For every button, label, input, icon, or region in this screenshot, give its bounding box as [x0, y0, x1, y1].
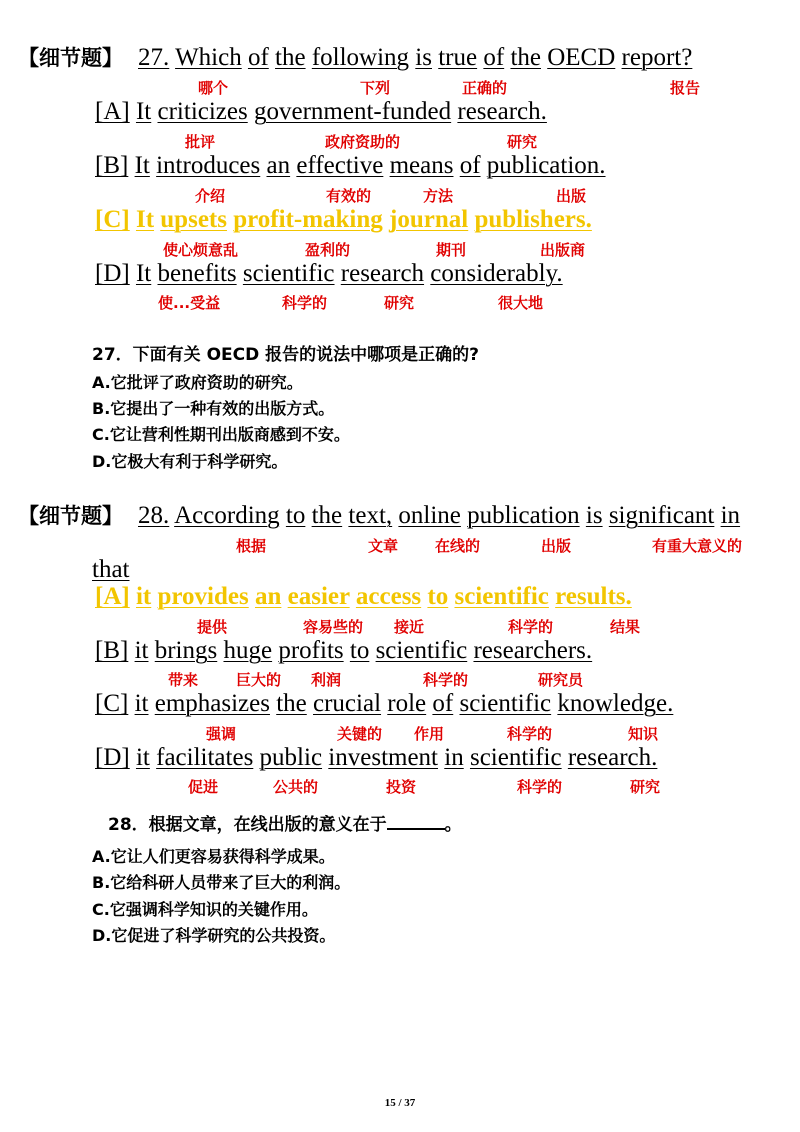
- gloss: 出版商: [540, 241, 586, 259]
- option-d: [95, 259, 563, 289]
- word: to: [427, 583, 449, 610]
- option-b: [95, 636, 592, 666]
- gloss: 科学的: [507, 725, 553, 743]
- question-number: 27.: [138, 44, 170, 71]
- word: the: [276, 690, 307, 717]
- word: following: [311, 44, 410, 71]
- gloss: 研究: [507, 133, 538, 151]
- translation-option: D.它促进了科学研究的公共投资。: [92, 926, 336, 945]
- word: to: [349, 637, 370, 664]
- word: facilitates: [156, 744, 254, 771]
- word: research: [340, 260, 425, 287]
- option-c-correct-answer: [95, 205, 592, 235]
- gloss: 研究: [384, 294, 415, 312]
- gloss: 带来: [168, 671, 199, 689]
- word: of: [247, 44, 269, 71]
- option-label: [A]: [95, 98, 130, 125]
- word: Which: [175, 44, 242, 71]
- option-label: [C]: [95, 690, 129, 717]
- word: emphasizes: [154, 690, 270, 717]
- word: it: [135, 744, 150, 771]
- translation-option: B.它给科研人员带来了巨大的利润。: [92, 873, 351, 892]
- gloss: 报告: [670, 79, 701, 97]
- gloss: 方法: [423, 187, 454, 205]
- word: profits: [278, 637, 344, 664]
- word: to: [285, 502, 306, 529]
- gloss: 关键的: [337, 725, 383, 743]
- word: upsets: [160, 206, 227, 233]
- word: public: [259, 744, 323, 771]
- word: huge: [223, 637, 273, 664]
- gloss: 哪个: [198, 79, 229, 97]
- word: role: [387, 690, 427, 717]
- word: of: [483, 44, 505, 71]
- word: it: [134, 690, 149, 717]
- translation-question-end: 。: [444, 815, 462, 835]
- word: an: [266, 152, 291, 179]
- gloss: 强调: [206, 725, 237, 743]
- translation-question-text: 28．根据文章，在线出版的意义在于: [108, 815, 387, 835]
- option-c: [95, 689, 673, 719]
- question-27-stem: [138, 43, 692, 73]
- translation-question-27: 27．下面有关 OECD 报告的说法中哪项是正确的?: [92, 345, 480, 365]
- word: scientific: [459, 690, 552, 717]
- word: scientific: [454, 583, 549, 610]
- answer-blank: [387, 812, 445, 830]
- word: the: [510, 44, 541, 71]
- word: true: [438, 44, 478, 71]
- gloss: 研究: [630, 778, 661, 796]
- gloss: 利润: [311, 671, 342, 689]
- word: investment: [328, 744, 439, 771]
- word: OECD: [547, 44, 616, 71]
- word: journal: [389, 206, 469, 233]
- option-label: [C]: [95, 206, 130, 233]
- translation-option: B.它提出了一种有效的出版方式。: [92, 399, 335, 418]
- word: researchers.: [473, 637, 593, 664]
- gloss: 盈利的: [305, 241, 351, 259]
- word: the: [275, 44, 306, 71]
- gloss: 容易些的: [303, 618, 364, 636]
- word: According: [174, 502, 280, 529]
- gloss: 使...受益: [158, 294, 221, 312]
- gloss: 促进: [188, 778, 219, 796]
- translation-option: C.它强调科学知识的关键作用。: [92, 900, 318, 919]
- question-type-tag: 【细节题】: [18, 46, 123, 70]
- word: publishers.: [474, 206, 592, 233]
- word: government-funded: [253, 98, 452, 125]
- word: publication.: [486, 152, 606, 179]
- gloss: 研究员: [538, 671, 584, 689]
- gloss: 提供: [197, 618, 228, 636]
- word: introduces: [156, 152, 261, 179]
- word: benefits: [157, 260, 237, 287]
- word: research.: [457, 98, 547, 125]
- word: of: [459, 152, 481, 179]
- option-d: [95, 743, 657, 773]
- word: knowledge.: [557, 690, 674, 717]
- word: publication: [467, 502, 580, 529]
- word: It: [135, 206, 155, 233]
- gloss: 在线的: [435, 537, 481, 555]
- gloss: 很大地: [498, 294, 544, 312]
- gloss: 科学的: [517, 778, 563, 796]
- option-a: [95, 97, 547, 127]
- word: access: [355, 583, 422, 610]
- gloss: 出版: [556, 187, 587, 205]
- word: effective: [296, 152, 384, 179]
- page-number: 15 / 37: [384, 1097, 416, 1109]
- translation-option: C.它让营利性期刊出版商感到不安。: [92, 425, 350, 444]
- gloss: 期刊: [436, 241, 467, 259]
- word: brings: [154, 637, 218, 664]
- translation-option: A.它让人们更容易获得科学成果。: [92, 847, 335, 866]
- word: scientific: [469, 744, 562, 771]
- word: It: [135, 260, 152, 287]
- option-label: [D]: [95, 260, 130, 287]
- word: crucial: [313, 690, 382, 717]
- gloss: 有效的: [326, 187, 372, 205]
- word: criticizes: [157, 98, 248, 125]
- question-number: 28.: [138, 502, 170, 529]
- gloss: 出版: [541, 537, 572, 555]
- question-type-tag: 【细节题】: [18, 504, 123, 528]
- option-label: [A]: [95, 583, 130, 610]
- word: the: [311, 502, 343, 529]
- word: results.: [555, 583, 632, 610]
- option-a-correct-answer: [95, 582, 632, 612]
- gloss: 文章: [368, 537, 399, 555]
- word: online: [398, 502, 461, 529]
- gloss: 作用: [414, 725, 445, 743]
- word: of: [432, 690, 454, 717]
- gloss: 科学的: [282, 294, 328, 312]
- gloss: 批评: [185, 133, 216, 151]
- translation-option: D.它极大有利于科学研究。: [92, 452, 288, 471]
- gloss: 投资: [386, 778, 417, 796]
- word: considerably.: [430, 260, 563, 287]
- word: It: [134, 152, 150, 179]
- gloss: 根据: [236, 537, 267, 555]
- word: it: [135, 583, 152, 610]
- word: in: [720, 502, 741, 529]
- gloss: 接近: [394, 618, 425, 636]
- word: easier: [287, 583, 350, 610]
- word: research.: [567, 744, 658, 771]
- translation-option: A.它批评了政府资助的研究。: [92, 373, 303, 392]
- question-28-stem: [138, 501, 740, 531]
- word: profit-making: [233, 206, 383, 233]
- word: text,: [348, 502, 393, 529]
- gloss: 使心烦意乱: [163, 241, 239, 259]
- word: means: [389, 152, 454, 179]
- word: significant: [608, 502, 715, 529]
- word: is: [415, 44, 432, 71]
- translation-question-28: [108, 812, 462, 837]
- gloss: 结果: [610, 618, 641, 636]
- word: It: [135, 98, 152, 125]
- gloss: 政府资助的: [325, 133, 401, 151]
- question-28-stem-continued: [92, 555, 130, 585]
- option-label: [B]: [95, 637, 129, 664]
- option-label: [D]: [95, 744, 130, 771]
- gloss: 科学的: [423, 671, 469, 689]
- word: that: [92, 556, 130, 583]
- word: it: [134, 637, 149, 664]
- word: in: [444, 744, 464, 771]
- gloss: 公共的: [273, 778, 319, 796]
- word: report?: [621, 44, 693, 71]
- gloss: 巨大的: [236, 671, 282, 689]
- option-b: [95, 151, 606, 181]
- word: an: [254, 583, 282, 610]
- word: scientific: [375, 637, 468, 664]
- gloss: 科学的: [508, 618, 554, 636]
- gloss: 下列: [360, 79, 391, 97]
- gloss: 知识: [628, 725, 659, 743]
- gloss: 正确的: [462, 79, 508, 97]
- word: is: [585, 502, 603, 529]
- word: scientific: [242, 260, 335, 287]
- word: provides: [157, 583, 249, 610]
- gloss: 有重大意义的: [652, 537, 743, 555]
- gloss: 介绍: [195, 187, 226, 205]
- option-label: [B]: [95, 152, 129, 179]
